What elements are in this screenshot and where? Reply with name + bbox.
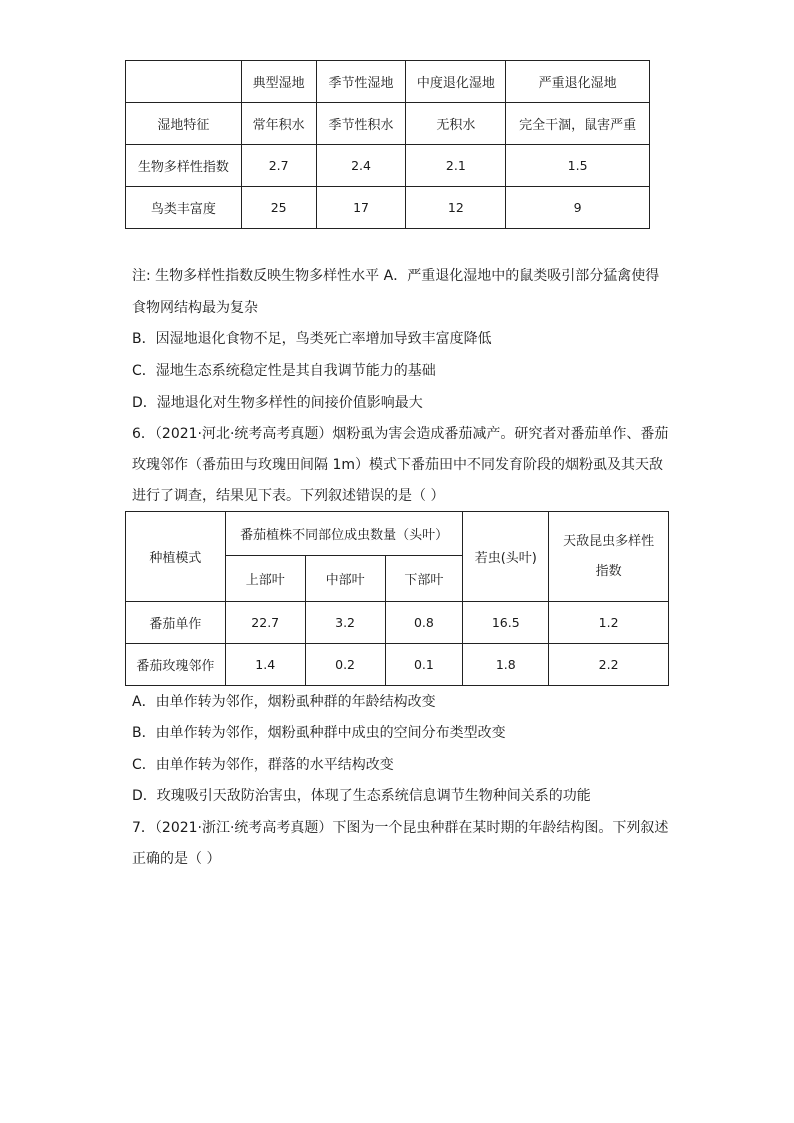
text-line: 注: 生物多样性指数反映生物多样性水平 A．严重退化湿地中的鼠类吸引部分猛禽使得 xyxy=(132,268,660,284)
cell-text-line: 指数 xyxy=(595,563,622,579)
text-line: D．湿地退化对生物多样性的间接价值影响最大 xyxy=(132,395,423,411)
table-cell: 番茄植株不同部位成虫数量（头叶） xyxy=(225,512,463,556)
question-line: 7．（2021·浙江·统考高考真题）下图为一个昆虫种群在某时期的年龄结构图。下列叙述 xyxy=(132,820,669,836)
text-line: 玫瑰邻作（番茄田与玫瑰田间隔 1m）模式下番茄田中不同发育阶段的烟粉虱及其天敌 xyxy=(132,457,663,473)
table-cell: 鸟类丰富度 xyxy=(126,187,242,229)
text-line: 食物网结构最为复杂 xyxy=(132,300,258,316)
table-header-row xyxy=(126,61,650,103)
text-line: 6．（2021·河北·统考高考真题）烟粉虱为害会造成番茄减产。研究者对番茄单作、番茄 xyxy=(132,426,669,442)
table-cell: 3.2 xyxy=(305,602,385,644)
option-line: D．玫瑰吸引天敌防治害虫，体现了生态系统信息调节生物种间关系的功能 xyxy=(132,788,591,804)
table-row xyxy=(126,644,669,686)
table-cell: 季节性积水 xyxy=(316,103,406,145)
table-cell xyxy=(549,512,669,602)
table-cell: 22.7 xyxy=(225,602,305,644)
table-cell: 0.8 xyxy=(385,602,463,644)
table-cell: 中度退化湿地 xyxy=(406,61,506,103)
text-line: B．因湿地退化食物不足，鸟类死亡率增加导致丰富度降低 xyxy=(132,331,492,347)
table-row xyxy=(126,145,650,187)
table-cell: 1.5 xyxy=(506,145,650,187)
table-row xyxy=(126,187,650,229)
table-cell: 17 xyxy=(316,187,406,229)
option-line: B．由单作转为邻作，烟粉虱种群中成虫的空间分布类型改变 xyxy=(132,725,506,741)
table-cell: 番茄单作 xyxy=(126,602,226,644)
table-cell: 典型湿地 xyxy=(241,61,316,103)
table-cell: 严重退化湿地 xyxy=(506,61,650,103)
wetland-table xyxy=(125,60,650,229)
table-cell: 种植模式 xyxy=(126,512,226,602)
table-cell: 生物多样性指数 xyxy=(126,145,242,187)
table-cell: 完全干涸，鼠害严重 xyxy=(506,103,650,145)
table-cell: 16.5 xyxy=(463,602,549,644)
table-row xyxy=(126,602,669,644)
question-line: 正确的是（ ） xyxy=(132,851,221,867)
table-cell: 2.4 xyxy=(316,145,406,187)
table-cell: 下部叶 xyxy=(385,556,463,602)
text-line: 进行了调查，结果见下表。下列叙述错误的是（ ） xyxy=(132,488,445,504)
table-cell: 9 xyxy=(506,187,650,229)
table-cell: 25 xyxy=(241,187,316,229)
table-cell: 2.2 xyxy=(549,644,669,686)
cell-text-line: 天敌昆虫多样性 xyxy=(563,533,655,549)
option-line: C．由单作转为邻作，群落的水平结构改变 xyxy=(132,757,394,773)
table-cell: 0.1 xyxy=(385,644,463,686)
table-cell: 上部叶 xyxy=(225,556,305,602)
table-cell xyxy=(126,61,242,103)
whitefly-table xyxy=(125,511,669,686)
table-cell: 1.8 xyxy=(463,644,549,686)
table-cell: 1.4 xyxy=(225,644,305,686)
table-cell: 1.2 xyxy=(549,602,669,644)
table-cell: 0.2 xyxy=(305,644,385,686)
table-cell: 2.1 xyxy=(406,145,506,187)
text-line: C．湿地生态系统稳定性是其自我调节能力的基础 xyxy=(132,363,436,379)
table-cell: 番茄玫瑰邻作 xyxy=(126,644,226,686)
table-cell: 若虫(头叶) xyxy=(463,512,549,602)
table-header-row xyxy=(126,512,669,556)
table-cell: 湿地特征 xyxy=(126,103,242,145)
table-cell: 无积水 xyxy=(406,103,506,145)
table-cell: 季节性湿地 xyxy=(316,61,406,103)
table-cell: 常年积水 xyxy=(241,103,316,145)
table-cell: 2.7 xyxy=(241,145,316,187)
table-cell: 12 xyxy=(406,187,506,229)
table-row xyxy=(126,103,650,145)
option-line: A．由单作转为邻作，烟粉虱种群的年龄结构改变 xyxy=(132,694,436,710)
table-cell: 中部叶 xyxy=(305,556,385,602)
